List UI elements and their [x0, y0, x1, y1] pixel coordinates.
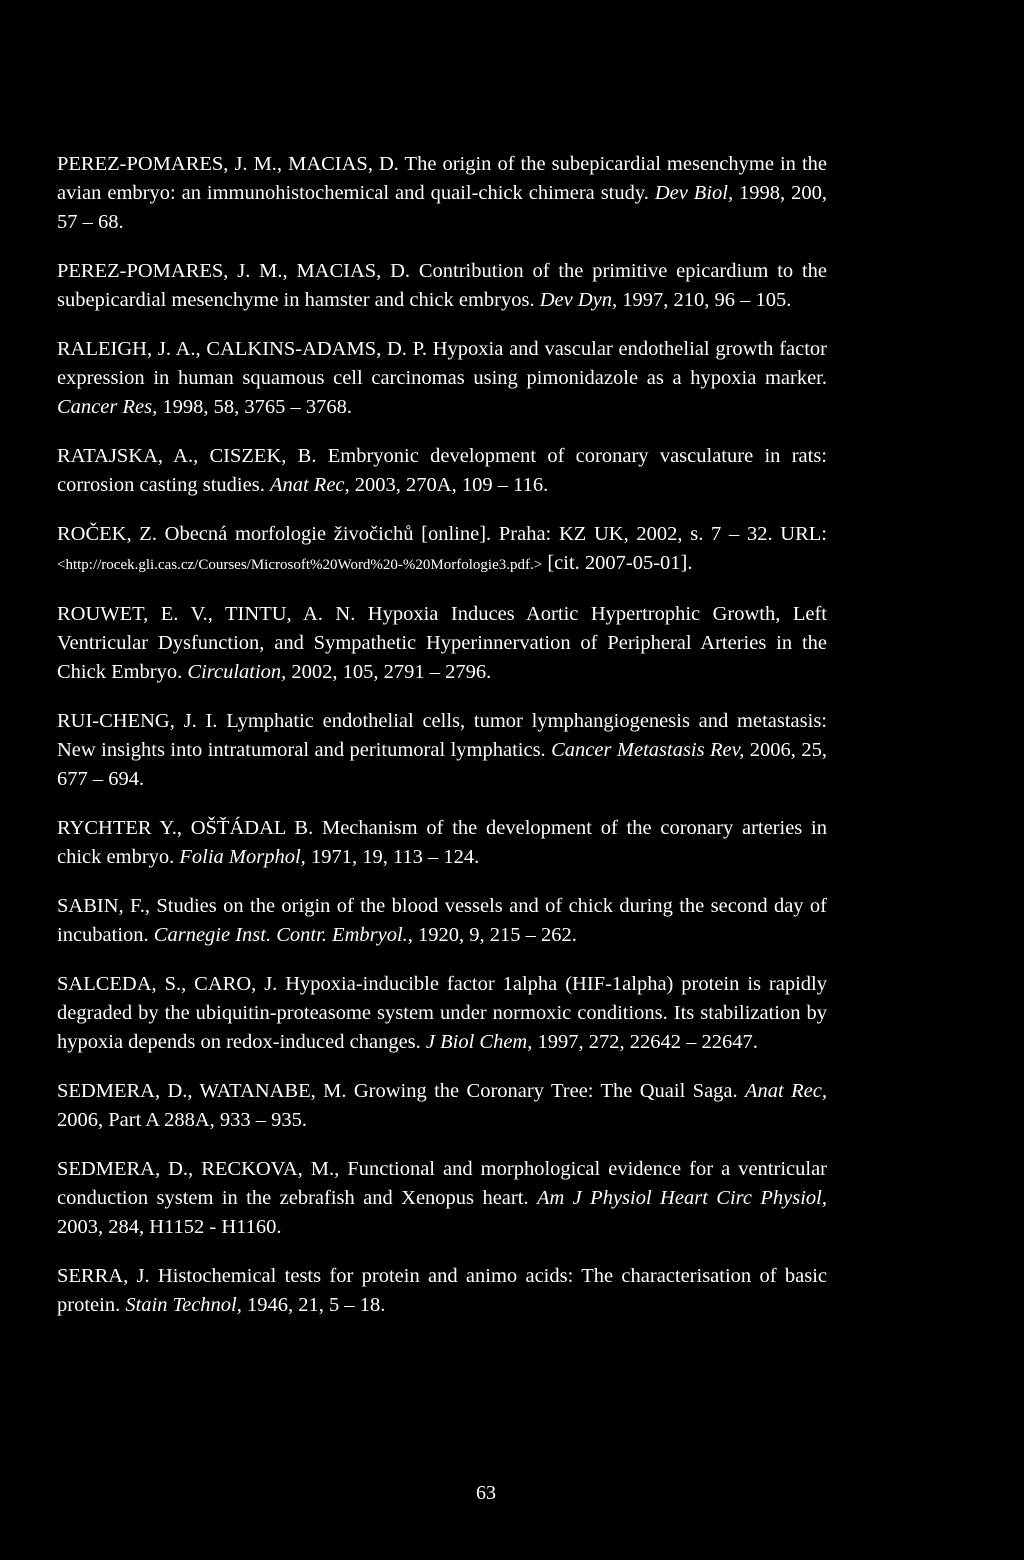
reference-tail: 1998, 200, 57 – 68.: [57, 182, 828, 233]
journal-name: Carnegie Inst. Contr. Embryol.,: [153, 924, 413, 946]
reference-text: PEREZ-POMARES, J. M., MACIAS, D. The origin of the subepicardial mesenchyme in the avian embryo: an immunohistochemical and quail-chick chimera study.: [57, 153, 827, 204]
reference-item: [57, 1155, 827, 1242]
reference-list: [57, 150, 827, 1340]
reference-item: [57, 600, 827, 687]
reference-tail: 1920, 9, 215 – 262.: [412, 924, 577, 946]
reference-item: [57, 442, 827, 500]
journal-name: Dev Biol,: [654, 182, 734, 204]
reference-item: [57, 1262, 827, 1320]
reference-item: [57, 707, 827, 794]
journal-name: Cancer Metastasis Rev,: [551, 739, 745, 761]
reference-text: SEDMERA, D., RECKOVA, M., Functional and morphological evidence for a ventricular conduction system in the zebrafish and Xenopus heart.: [57, 1158, 827, 1209]
reference-text: RATAJSKA, A., CISZEK, B. Embryonic development of coronary vasculature in rats: corrosion casting studies.: [57, 445, 827, 496]
reference-tail: 1997, 272, 22642 – 22647.: [532, 1031, 758, 1053]
reference-tail: 2002, 105, 2791 – 2796.: [286, 661, 492, 683]
reference-tail: 2006, 25, 677 – 694.: [57, 739, 827, 790]
reference-text: SERRA, J. Histochemical tests for protein and animo acids: The characterisation of basic protein.: [57, 1265, 827, 1316]
journal-name: J Biol Chem,: [425, 1031, 533, 1053]
reference-text: ROČEK, Z. Obecná morfologie živočichů [online]. Praha: KZ UK, 2002, s. 7 – 32. URL:: [57, 523, 827, 545]
journal-name: Dev Dyn,: [539, 289, 618, 311]
reference-text: RALEIGH, J. A., CALKINS-ADAMS, D. P. Hypoxia and vascular endothelial growth factor expression in human squamous cell carcinomas using pimonidazole as a hypoxia marker.: [57, 338, 827, 389]
reference-text: PEREZ-POMARES, J. M., MACIAS, D. Contribution of the primitive epicardium to the subepicardial mesenchyme in hamster and chick embryos.: [57, 260, 827, 311]
reference-text: SEDMERA, D., WATANABE, M. Growing the Coronary Tree: The Quail Saga.: [57, 1080, 746, 1102]
journal-name: Cancer Res,: [57, 396, 158, 418]
page-number: 63: [476, 1482, 496, 1504]
reference-item: [57, 814, 827, 872]
journal-name: Anat Rec,: [269, 474, 350, 496]
reference-tail: 1997, 210, 96 – 105.: [617, 289, 792, 311]
reference-tail: 1998, 58, 3765 – 3768.: [157, 396, 352, 418]
reference-text: SABIN, F., Studies on the origin of the blood vessels and of chick during the second day of incubation.: [57, 895, 827, 946]
reference-tail: 1946, 21, 5 – 18.: [241, 1294, 386, 1316]
reference-tail: 2006, Part A 288A, 933 – 935.: [57, 1109, 307, 1131]
reference-tail: [cit. 2007-05-01].: [542, 552, 693, 574]
reference-item: [57, 892, 827, 950]
reference-item: [57, 257, 827, 315]
reference-tail: 2003, 284, H1152 - H1160.: [57, 1216, 282, 1238]
journal-name: Stain Technol,: [125, 1294, 242, 1316]
reference-text: RYCHTER Y., OŠŤÁDAL B. Mechanism of the development of the coronary arteries in chick embryo.: [57, 817, 827, 868]
reference-tail: 2003, 270A, 109 – 116.: [349, 474, 549, 496]
journal-name: Folia Morphol,: [179, 846, 306, 868]
reference-item: [57, 150, 827, 237]
reference-text: RUI-CHENG, J. I. Lymphatic endothelial cells, tumor lymphangiogenesis and metastasis: New insights into intratumoral and peritumoral lymphatics.: [57, 710, 827, 761]
reference-text: ROUWET, E. V., TINTU, A. N. Hypoxia Induces Aortic Hypertrophic Growth, Left Ventricular Dysfunction, and Sympathetic Hyperinnervation of Peripheral Arteries in the Chick Embryo.: [57, 603, 827, 683]
reference-item: [57, 970, 827, 1057]
reference-tail: 1971, 19, 113 – 124.: [305, 846, 480, 868]
journal-name: Anat Rec,: [745, 1080, 827, 1102]
reference-url: <http://rocek.gli.cas.cz/Courses/Microsoft%20Word%20-%20Morfologie3.pdf.>: [57, 557, 543, 573]
reference-item: [57, 520, 827, 580]
reference-item: [57, 335, 827, 422]
journal-name: Circulation,: [187, 661, 287, 683]
journal-name: Am J Physiol Heart Circ Physiol,: [536, 1187, 827, 1209]
reference-item: [57, 1077, 827, 1135]
reference-text: SALCEDA, S., CARO, J. Hypoxia-inducible factor 1alpha (HIF-1alpha) protein is rapidly degraded by the ubiquitin-proteasome system under normoxic conditions. Its stabilization by hypoxia depends on redox-induced changes.: [57, 973, 827, 1053]
